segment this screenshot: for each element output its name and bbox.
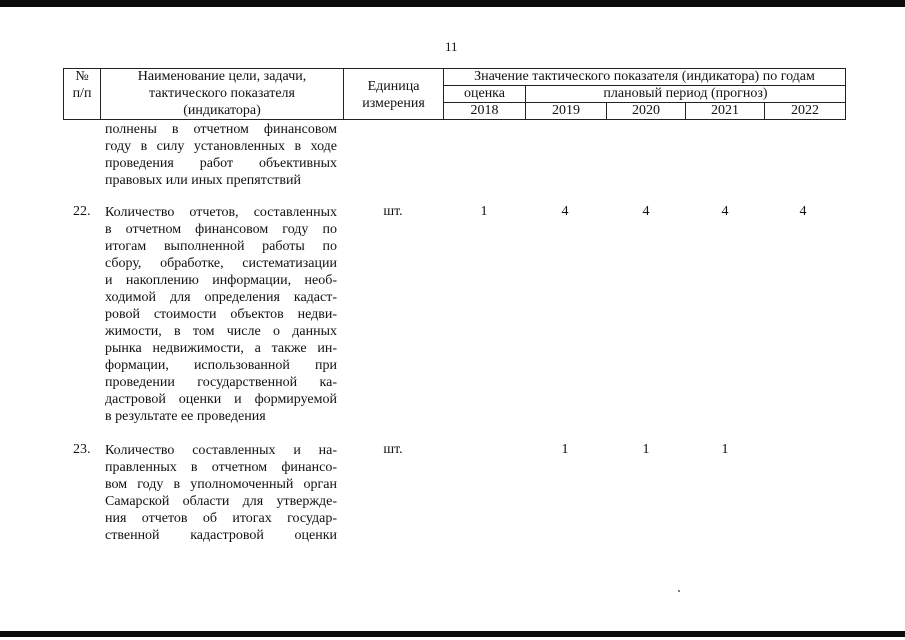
header-unit-line-2: измерения bbox=[362, 96, 425, 111]
value-2021: 4 bbox=[721, 204, 729, 219]
value-2019: 4 bbox=[561, 204, 569, 219]
header-name-line-3: (индикатора) bbox=[183, 103, 261, 118]
scan-border-bottom bbox=[0, 631, 905, 637]
header-num-line-2: п/п bbox=[72, 86, 92, 101]
page-number: 11 bbox=[445, 39, 458, 54]
value-2020: 4 bbox=[642, 204, 650, 219]
description-line: и накоплению информации, необ- bbox=[105, 273, 337, 288]
header-year-2021: 2021 bbox=[711, 103, 739, 118]
description-line: проведении государственной ка- bbox=[105, 375, 337, 390]
description-line: в результате ее проведения bbox=[105, 409, 266, 424]
header-num-line-1: № bbox=[75, 69, 89, 84]
header-year-2020: 2020 bbox=[632, 103, 660, 118]
value-2018: 1 bbox=[480, 204, 488, 219]
description-line: ровой стоимости объектов недви- bbox=[105, 307, 337, 322]
description-line: рынка недвижимости, а также ин- bbox=[105, 341, 337, 356]
unit-cell: шт. bbox=[383, 204, 403, 219]
continued-description bbox=[105, 121, 337, 189]
description-line: ходимой для определения кадаст- bbox=[105, 290, 337, 305]
continued-line: проведения работ объективных bbox=[105, 156, 337, 171]
description-line: жимости, в том числе о данных bbox=[105, 324, 337, 339]
description-line: сбору, обработке, систематизации bbox=[105, 256, 337, 271]
description-line: дастровой оценки и формируемой bbox=[105, 392, 337, 407]
description-line: ственной кадастровой оценки bbox=[105, 528, 337, 543]
header-unit-line-1: Единица bbox=[367, 79, 420, 94]
unit-cell: шт. bbox=[383, 442, 403, 457]
scan-speck bbox=[678, 590, 680, 592]
row-description bbox=[105, 442, 337, 544]
description-line: Количество составленных и на- bbox=[105, 443, 337, 458]
continued-line: правовых или иных препятствий bbox=[105, 173, 301, 188]
header-right-rule bbox=[845, 68, 846, 120]
header-year-2022: 2022 bbox=[791, 103, 819, 118]
header-estimate: оценка bbox=[463, 86, 505, 101]
value-2020: 1 bbox=[642, 442, 650, 457]
description-line: формации, использованной при bbox=[105, 358, 337, 373]
description-line: Самарской области для утвержде- bbox=[105, 494, 337, 509]
description-line: Количество отчетов, составленных bbox=[105, 205, 337, 220]
header-bottom-rule bbox=[63, 119, 846, 120]
header-plan-period: плановый период (прогноз) bbox=[603, 86, 768, 101]
header-name-line-1: Наименование цели, задачи, bbox=[137, 69, 307, 84]
header-year-2018: 2018 bbox=[470, 103, 499, 118]
continued-line: полнены в отчетном финансовом bbox=[105, 122, 337, 137]
row-number: 23. bbox=[73, 442, 91, 457]
value-2022: 4 bbox=[799, 204, 807, 219]
description-line: ния отчетов об итогах государ- bbox=[105, 511, 337, 526]
value-2021: 1 bbox=[721, 442, 729, 457]
header-value-group: Значение тактического показателя (индикатора) по годам bbox=[474, 69, 815, 84]
value-2019: 1 bbox=[561, 442, 569, 457]
continued-line: году в силу установленных в ходе bbox=[105, 139, 337, 154]
description-line: вом году в уполномоченный орган bbox=[105, 477, 337, 492]
row-description bbox=[105, 204, 337, 425]
row-number: 22. bbox=[73, 204, 91, 219]
description-line: правленных в отчетном финансо- bbox=[105, 460, 337, 475]
header-year-2019: 2019 bbox=[552, 103, 580, 118]
description-line: в отчетном финансовом году по bbox=[105, 222, 337, 237]
header-name-line-2: тактического показателя bbox=[149, 86, 295, 101]
scan-border-top bbox=[0, 0, 905, 7]
description-line: итогам выполненной работы по bbox=[105, 239, 337, 254]
